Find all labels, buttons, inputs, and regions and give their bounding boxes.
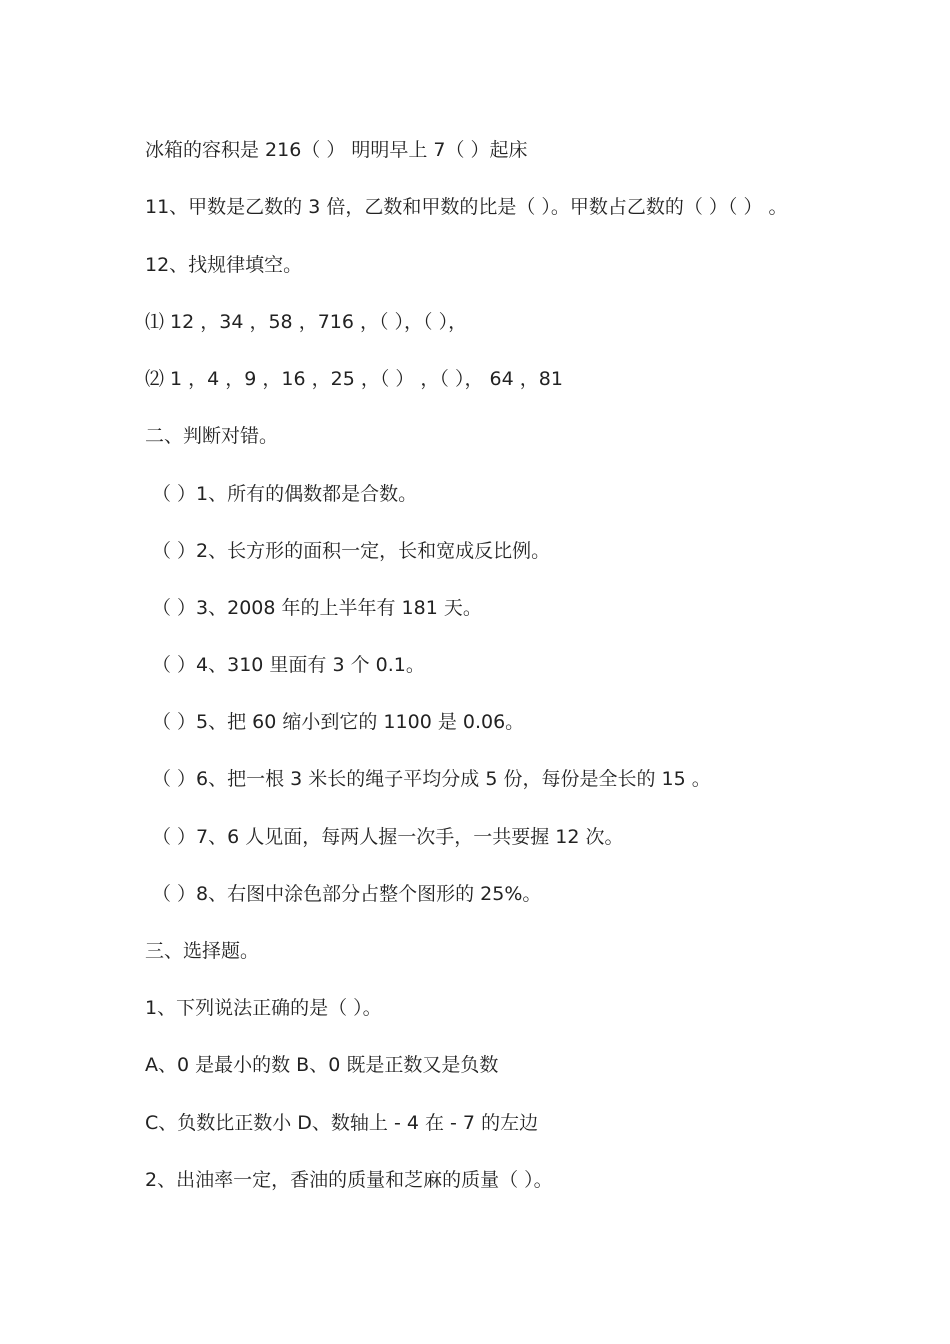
choice-question-1-options-ab: A、0 是最小的数 B、0 既是正数又是负数 <box>145 1054 499 1076</box>
true-false-item-1: （ ）1、所有的偶数都是合数。 <box>152 483 418 505</box>
choice-question-1-options-cd: C、负数比正数小 D、数轴上 - 4 在 - 7 的左边 <box>145 1112 539 1134</box>
text-line-fill-blank-units: 冰箱的容积是 216（ ） 明明早上 7（ ）起床 <box>145 139 528 161</box>
section-heading-true-false: 二、判断对错。 <box>145 425 279 447</box>
choice-question-2: 2、出油率一定，香油的质量和芝麻的质量（ ）。 <box>145 1169 553 1191</box>
true-false-item-2: （ ）2、长方形的面积一定，长和宽成反比例。 <box>152 540 551 562</box>
true-false-item-4: （ ）4、310 里面有 3 个 0.1。 <box>152 654 425 676</box>
true-false-item-8: （ ）8、右图中涂色部分占整个图形的 25%。 <box>152 883 542 905</box>
choice-question-1: 1、下列说法正确的是（ ）。 <box>145 997 382 1019</box>
section-heading-multiple-choice: 三、选择题。 <box>145 940 260 962</box>
question-12-part-1: ⑴ 12 ，34 ，58 ，716 ，（ ），（ ）， <box>145 311 468 333</box>
true-false-item-3: （ ）3、2008 年的上半年有 181 天。 <box>152 597 482 619</box>
question-12: 12、找规律填空。 <box>145 254 303 276</box>
question-11: 11、甲数是乙数的 3 倍，乙数和甲数的比是（ ）。甲数占乙数的（ ）（ ） 。 <box>145 196 788 218</box>
true-false-item-7: （ ）7、6 人见面，每两人握一次手，一共要握 12 次。 <box>152 826 624 848</box>
true-false-item-5: （ ）5、把 60 缩小到它的 1100 是 0.06。 <box>152 711 525 733</box>
question-12-part-2: ⑵ 1 ，4 ，9 ，16 ，25 ，（ ） ，（ ）， 64 ，81 <box>145 368 563 390</box>
true-false-item-6: （ ）6、把一根 3 米长的绳子平均分成 5 份，每份是全长的 15 。 <box>152 768 711 790</box>
